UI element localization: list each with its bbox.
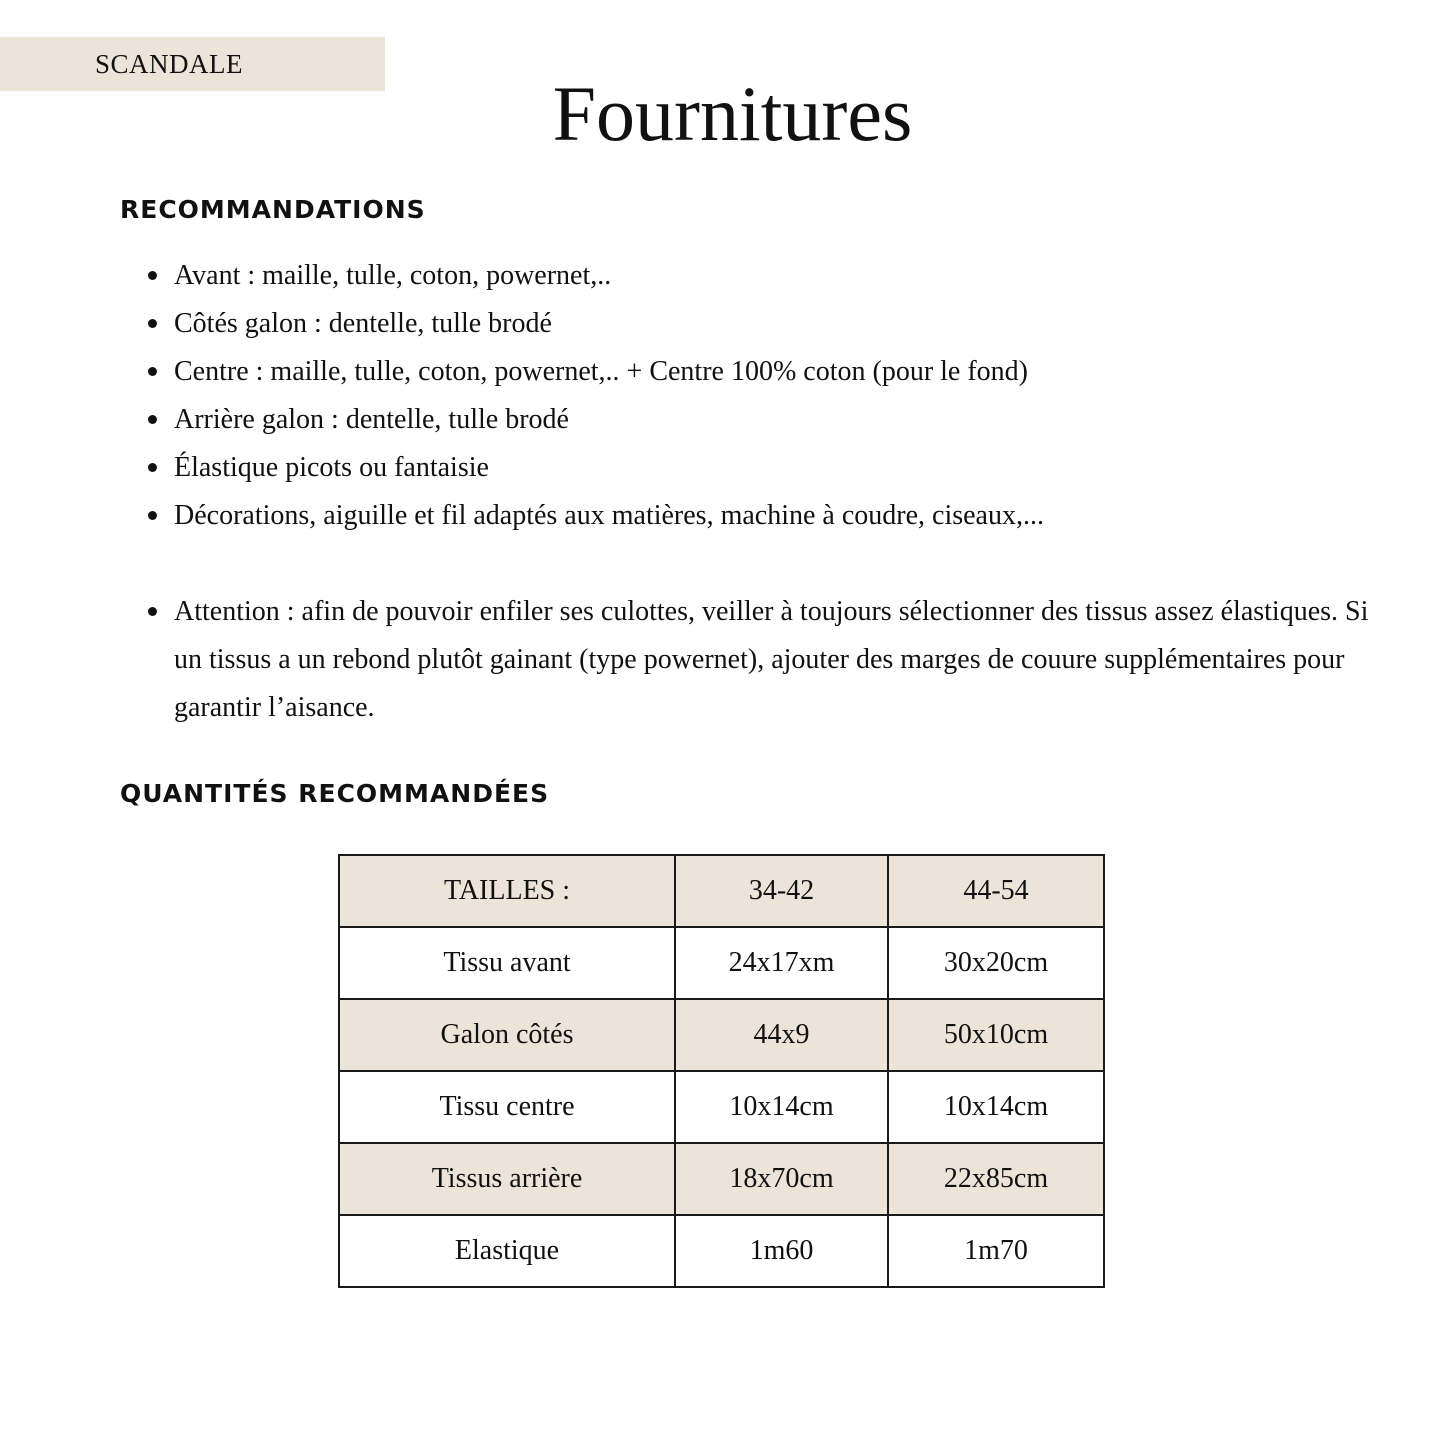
table-row (339, 1143, 1104, 1215)
table-cell-label: Tissu centre (339, 1071, 675, 1143)
table-cell-label: Tissu avant (339, 927, 675, 999)
table-cell-value: 10x14cm (888, 1071, 1104, 1143)
table-cell-value: 44x9 (675, 999, 888, 1071)
bullet-icon (148, 511, 157, 520)
bullet-icon (148, 367, 157, 376)
table-cell-value: 18x70cm (675, 1143, 888, 1215)
bullet-icon (148, 607, 157, 616)
list-item: Décorations, aiguille et fil adaptés aux matières, machine à coudre, ciseaux,... (148, 492, 1378, 540)
table-cell-label: Elastique (339, 1215, 675, 1287)
table-cell-value: 1m70 (888, 1215, 1104, 1287)
header-cell-sizes: TAILLES : (339, 855, 675, 927)
quantities-table (338, 854, 1105, 1288)
bullet-icon (148, 463, 157, 472)
quantities-heading: QUANTITÉS RECOMMANDÉES (120, 779, 550, 808)
table-cell-value: 1m60 (675, 1215, 888, 1287)
brand-name: SCANDALE (95, 49, 244, 79)
table-row (339, 1215, 1104, 1287)
bullet-icon (148, 319, 157, 328)
attention-note: Attention : afin de pouvoir enfiler ses culottes, veiller à toujours sélectionner des tissus assez élastiques. Si un tissus a un rebond plutôt gainant (type powernet), ajouter des marges de couure supplémentaires pour garantir l’aisance. (148, 588, 1378, 732)
recommendations-heading: RECOMMANDATIONS (120, 195, 426, 224)
list-item: Arrière galon : dentelle, tulle brodé (148, 396, 1378, 444)
list-item: Élastique picots ou fantaisie (148, 444, 1378, 492)
header-cell-44-54: 44-54 (888, 855, 1104, 927)
table-row (339, 1071, 1104, 1143)
table-cell-value: 10x14cm (675, 1071, 888, 1143)
list-spacer (148, 540, 1378, 588)
table-row (339, 927, 1104, 999)
table-cell-label: Galon côtés (339, 999, 675, 1071)
table-row (339, 999, 1104, 1071)
table-cell-value: 50x10cm (888, 999, 1104, 1071)
list-item: Avant : maille, tulle, coton, powernet,.. (148, 252, 1378, 300)
table-header-row (339, 855, 1104, 927)
list-item: Centre : maille, tulle, coton, powernet,.. + Centre 100% coton (pour le fond) (148, 348, 1378, 396)
page-title: Fournitures (552, 70, 913, 157)
list-item: Côtés galon : dentelle, tulle brodé (148, 300, 1378, 348)
table-cell-value: 22x85cm (888, 1143, 1104, 1215)
table-cell-value: 24x17xm (675, 927, 888, 999)
table-cell-value: 30x20cm (888, 927, 1104, 999)
table-cell-label: Tissus arrière (339, 1143, 675, 1215)
recommendations-list (148, 252, 1378, 732)
bullet-icon (148, 271, 157, 280)
header-cell-34-42: 34-42 (675, 855, 888, 927)
bullet-icon (148, 415, 157, 424)
